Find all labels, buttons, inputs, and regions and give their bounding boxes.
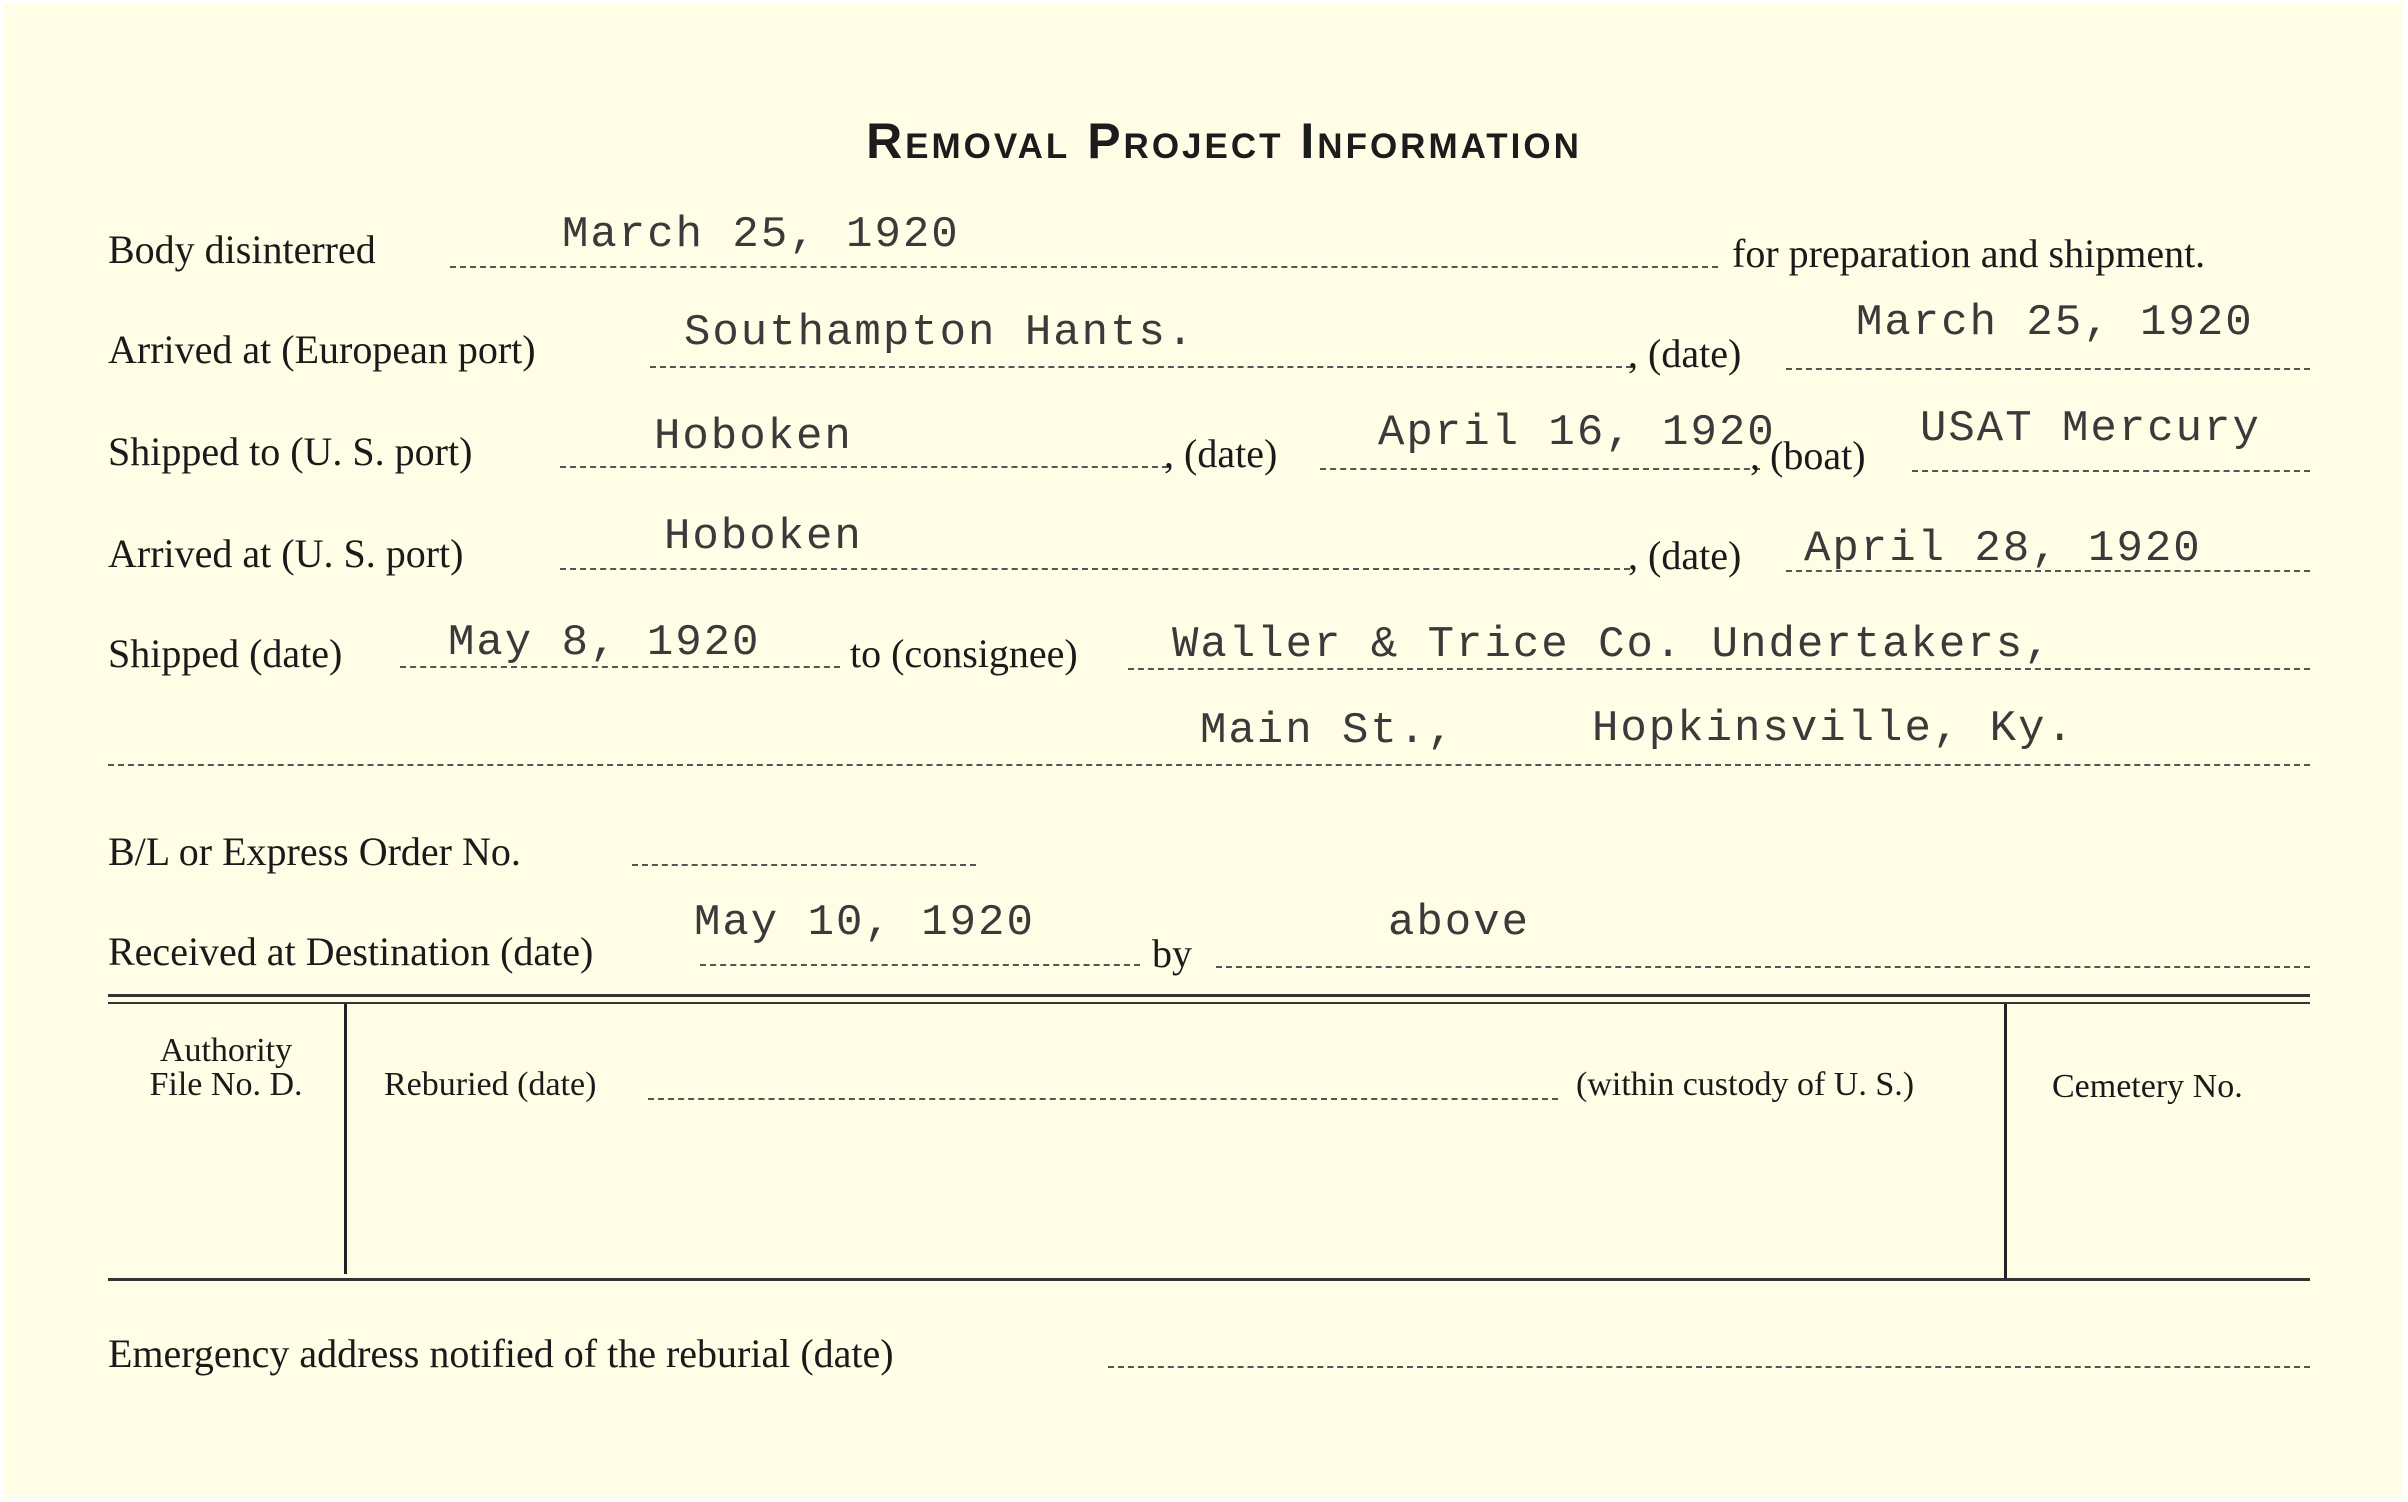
body-disinterred-value: March 25, 1920 xyxy=(562,210,960,260)
shipped-us-date-label: , (date) xyxy=(1164,431,1278,476)
shipped-us-date-value: April 16, 1920 xyxy=(1378,408,1776,458)
table-top-rule xyxy=(108,994,2310,997)
received-by-value: above xyxy=(1388,898,1531,948)
table-divider-left xyxy=(344,1004,347,1274)
shipped-us-boat-line xyxy=(1912,470,2310,472)
shipped-date-label: Shipped (date) xyxy=(108,631,343,676)
arrived-european-line xyxy=(650,366,1632,368)
shipped-date-value: May 8, 1920 xyxy=(448,618,761,668)
arrived-european-date-line xyxy=(1786,368,2310,370)
received-value: May 10, 1920 xyxy=(694,898,1035,948)
arrived-us-value: Hoboken xyxy=(664,512,863,562)
shipped-us-boat-label: , (boat) xyxy=(1750,433,1866,478)
form-title: Removal Project Information xyxy=(866,113,1582,169)
consignee-line-1: Waller & Trice Co. Undertakers, xyxy=(1172,620,2053,670)
bl-order-label: B/L or Express Order No. xyxy=(108,829,521,874)
cemetery-label: Cemetery No. xyxy=(2052,1068,2243,1105)
arrived-european-date-value: March 25, 1920 xyxy=(1856,298,2254,348)
reburied-line xyxy=(648,1098,1558,1100)
arrived-us-label: Arrived at (U. S. port) xyxy=(108,531,464,576)
table-top-rule-inner xyxy=(108,1002,2310,1004)
arrived-european-label: Arrived at (European port) xyxy=(108,327,536,372)
arrived-european-date-label: , (date) xyxy=(1628,331,1742,376)
authority-label-1: Authority xyxy=(159,1032,293,1069)
arrived-us-date-value: April 28, 1920 xyxy=(1804,524,2202,574)
shipped-us-boat-value: USAT Mercury xyxy=(1920,404,2261,454)
bl-order-line xyxy=(632,864,976,866)
received-label: Received at Destination (date) xyxy=(108,929,594,974)
body-disinterred-suffix: for preparation and shipment. xyxy=(1732,231,2206,276)
consignee-label: to (consignee) xyxy=(850,631,1078,676)
arrived-us-line xyxy=(560,568,1630,570)
emergency-line xyxy=(1108,1366,2310,1368)
body-disinterred-label: Body disinterred xyxy=(108,227,376,272)
arrived-us-date-label: , (date) xyxy=(1628,533,1742,578)
consignee-address-line xyxy=(108,764,2310,766)
shipped-us-value: Hoboken xyxy=(654,412,853,462)
shipped-us-line xyxy=(560,466,1168,468)
arrived-european-value: Southampton Hants. xyxy=(684,308,1196,358)
removal-project-card xyxy=(4,4,2402,1498)
consignee-city: Hopkinsville, Ky. xyxy=(1592,704,2075,754)
received-by-line xyxy=(1216,966,2310,968)
reburied-label: Reburied (date) xyxy=(384,1066,597,1103)
authority-label-2: File No. D. xyxy=(149,1066,303,1103)
table-divider-right xyxy=(2004,1004,2007,1280)
received-line xyxy=(700,964,1140,966)
received-by-label: by xyxy=(1152,931,1192,976)
body-disinterred-line xyxy=(450,266,1718,268)
consignee-street: Main St., xyxy=(1200,706,1456,756)
custody-label: (within custody of U. S.) xyxy=(1576,1066,1915,1103)
shipped-us-date-line xyxy=(1320,468,1760,470)
table-bottom-rule xyxy=(108,1278,2310,1281)
shipped-us-label: Shipped to (U. S. port) xyxy=(108,429,473,474)
emergency-label: Emergency address notified of the reburial (date) xyxy=(108,1331,894,1376)
